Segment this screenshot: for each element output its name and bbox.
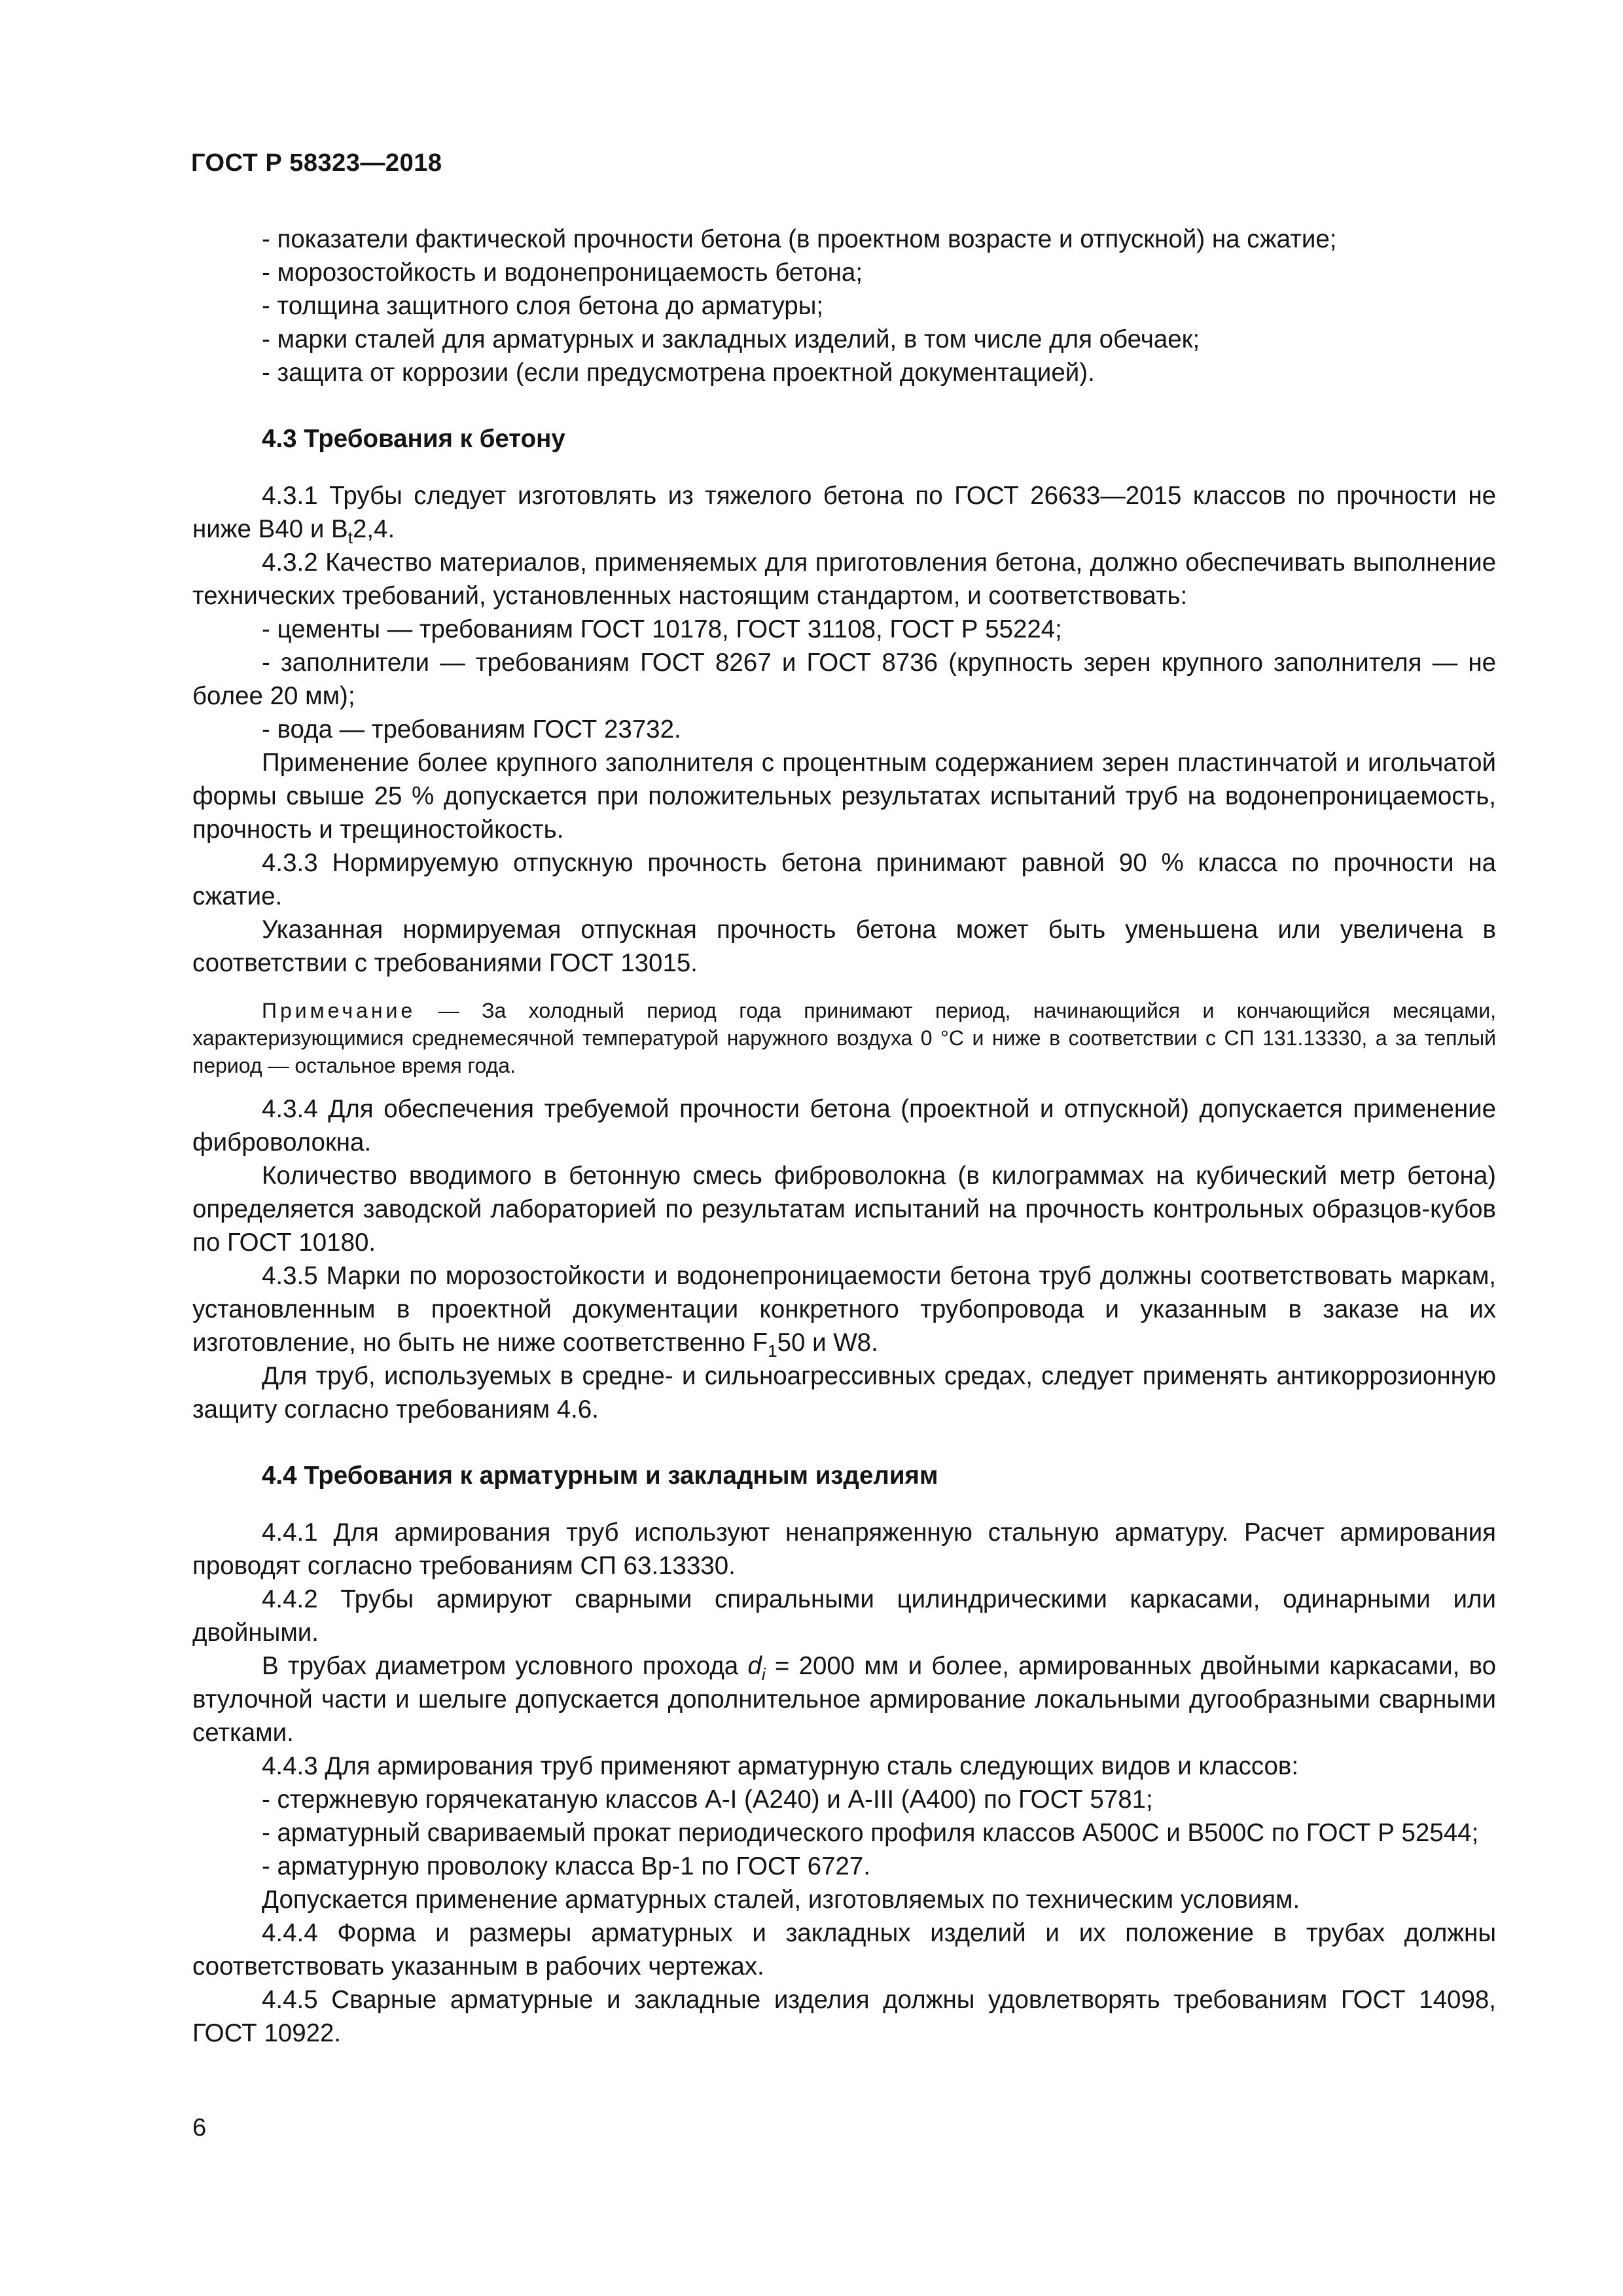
section-heading-4-3: 4.3 Требования к бетону bbox=[262, 425, 565, 453]
paragraph-4-3-1: 4.3.1 Трубы следует изготовлять из тяжелого бетона по ГОСТ 26633—2015 классов по прочности не ниже В40 и $В_t2,4$. bbox=[192, 482, 1496, 547]
paragraph: Допускается применение арматурных сталей, изготовляемых по техническим условиям. bbox=[262, 1886, 1300, 1914]
paragraph: Применение более крупного заполнителя с процентным содержанием зерен пластинчатой и игольчатой формы свыше 25 % допускается при положительных результатах испытаний труб на водонепроницаемость, прочность и трещиностойкость. bbox=[192, 749, 1496, 844]
note-label: Примечание bbox=[262, 999, 416, 1022]
list-item: - арматурную проволоку класса Вр-1 по ГОСТ 6727. bbox=[262, 1852, 870, 1880]
paragraph-4-4-1: 4.4.1 Для армирования труб используют ненапряженную стальную арматуру. Расчет армирования проводят согласно требованиям СП 63.13330. bbox=[192, 1518, 1496, 1580]
paragraph-4-3-2: 4.3.2 Качество материалов, применяемых для приготовления бетона, должно обеспечивать выполнение технических требований, установленных настоящим стандартом, и соответствовать: bbox=[192, 548, 1496, 610]
list-item: - марки сталей для арматурных и закладных изделий, в том числе для обечаек; bbox=[262, 325, 1200, 353]
paragraph-4-4-4: 4.4.4 Форма и размеры арматурных и закладных изделий и их положение в трубах должны соответствовать указанным в рабочих чертежах. bbox=[192, 1919, 1496, 1981]
paragraph: Указанная нормируемая отпускная прочность бетона может быть уменьшена или увеличена в соответствии с требованиями ГОСТ 13015. bbox=[192, 916, 1496, 977]
paragraph: Количество вводимого в бетонную смесь фиброволокна (в килограммах на кубический метр бетона) определяется заводской лабораторией по результатам испытаний на прочность контрольных образцов-кубов по ГОСТ 10180. bbox=[192, 1162, 1496, 1257]
paragraph: В трубах диаметром условного прохода $d_i = 2000$ мм и более, армированных двойными каркасами, во втулочной части и шелыге допускается дополнительное армирование локальными дугообразными сварными сетками. bbox=[192, 1652, 1496, 1747]
list-item: - защита от коррозии (если предусмотрена проектной документацией). bbox=[262, 359, 1095, 387]
note-text: — За холодный период года принимают период, начинающийся и кончающийся месяцами, характеризующимися среднемесячной температурой наружного воздуха 0 °С и ниже в соответствии с СП 131.13330, а за теплый период — остальное время года. bbox=[192, 999, 1496, 1077]
paragraph-4-3-3: 4.3.3 Нормируемую отпускную прочность бетона принимают равной 90 % класса по прочности на сжатие. bbox=[192, 849, 1496, 910]
paragraph-4-4-5: 4.4.5 Сварные арматурные и закладные изделия должны удовлетворять требованиям ГОСТ 14098, ГОСТ 10922. bbox=[192, 1986, 1496, 2047]
list-item: - цементы — требованиям ГОСТ 10178, ГОСТ 31108, ГОСТ Р 55224; bbox=[262, 615, 1062, 643]
document-body bbox=[192, 223, 1496, 2050]
list-item: - заполнители — требованиям ГОСТ 8267 и ГОСТ 8736 (крупность зерен крупного заполнителя — не более 20 мм); bbox=[192, 649, 1496, 710]
paragraph-4-4-2: 4.4.2 Трубы армируют сварными спиральными цилиндрическими каркасами, одинарными или двойными. bbox=[192, 1585, 1496, 1647]
list-item: - стержневую горячекатаную классов А-I (А240) и А-III (А400) по ГОСТ 5781; bbox=[262, 1785, 1153, 1814]
note bbox=[192, 997, 1496, 1079]
page-number: 6 bbox=[192, 2114, 207, 2142]
paragraph-4-3-5: 4.3.5 Марки по морозостойкости и водонепроницаемости бетона труб должны соответствовать маркам, установленным в проектной документации конкретного трубопровода и указанным в заказе на их изготовление, но быть не ниже соответственно $F_150$ и W8. bbox=[192, 1262, 1496, 1361]
document-header: ГОСТ Р 58323—2018 bbox=[191, 149, 442, 177]
list-item: - арматурный свариваемый прокат периодического профиля классов А500С и В500С по ГОСТ Р 52544; bbox=[262, 1819, 1479, 1847]
paragraph-4-4-3: 4.4.3 Для армирования труб применяют арматурную сталь следующих видов и классов: bbox=[262, 1752, 1299, 1780]
list-item: - толщина защитного слоя бетона до арматуры; bbox=[262, 292, 824, 320]
list-item: - показатели фактической прочности бетона (в проектном возрасте и отпускной) на сжатие; bbox=[262, 225, 1337, 253]
section-heading-4-4: 4.4 Требования к арматурным и закладным изделиям bbox=[262, 1462, 938, 1490]
list-item: - морозостойкость и водонепроницаемость бетона; bbox=[262, 259, 863, 287]
paragraph: Для труб, используемых в средне- и сильноагрессивных средах, следует применять антикоррозионную защиту согласно требованиям 4.6. bbox=[192, 1362, 1496, 1424]
list-item: - вода — требованиям ГОСТ 23732. bbox=[262, 715, 681, 744]
paragraph-4-3-4: 4.3.4 Для обеспечения требуемой прочности бетона (проектной и отпускной) допускается применение фиброволокна. bbox=[192, 1095, 1496, 1157]
